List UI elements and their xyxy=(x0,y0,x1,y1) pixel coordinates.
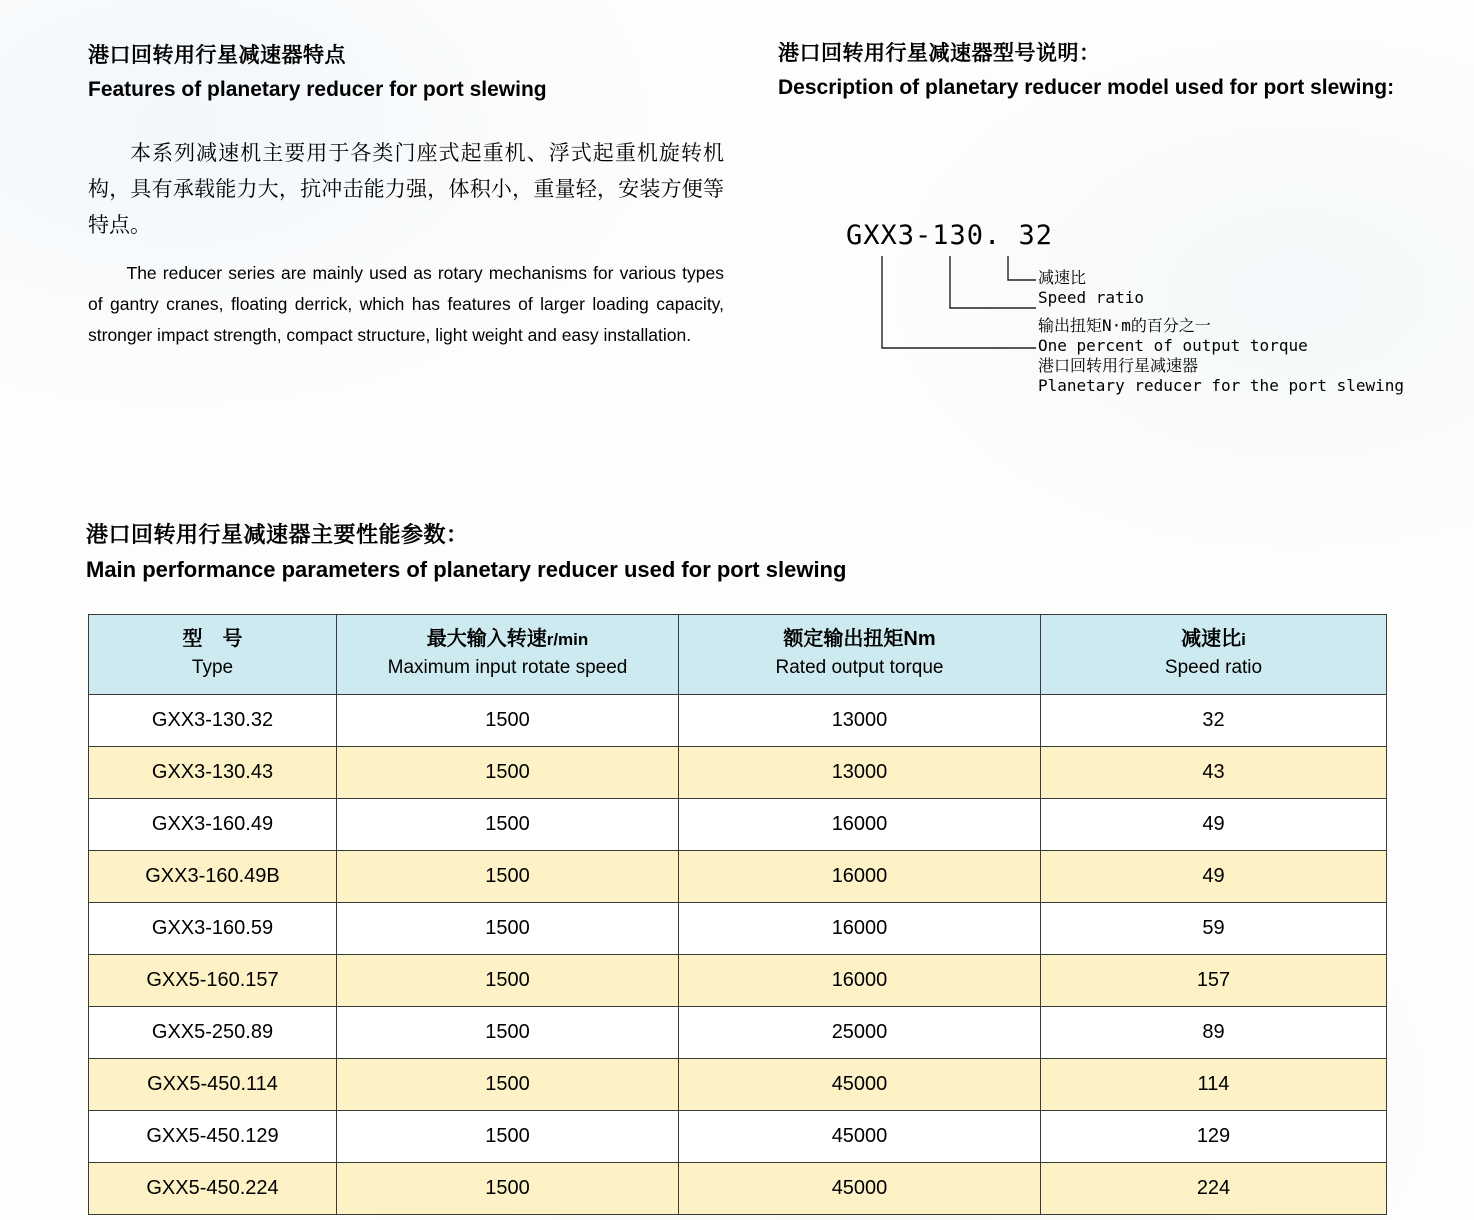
column-header-max-input-speed-en: Maximum input rotate speed xyxy=(387,657,628,678)
cell-speed-ratio: 157 xyxy=(1041,954,1387,1006)
cell-rated-torque: 45000 xyxy=(679,1058,1041,1110)
cell-max-input-speed: 1500 xyxy=(337,1162,679,1214)
table-row xyxy=(89,1058,1387,1110)
column-header-speed-ratio-en: Speed ratio xyxy=(1164,657,1263,678)
column-header-speed-ratio xyxy=(1041,615,1387,695)
column-header-type xyxy=(89,615,337,695)
cell-type: GXX5-450.129 xyxy=(89,1110,337,1162)
parameters-table xyxy=(88,614,1387,1215)
cell-type: GXX5-450.224 xyxy=(89,1162,337,1214)
label-product-name-cn: 港口回转用行星减速器 xyxy=(1038,356,1199,375)
table-row xyxy=(89,694,1387,746)
cell-rated-torque: 45000 xyxy=(679,1162,1041,1214)
table-row xyxy=(89,746,1387,798)
cell-max-input-speed: 1500 xyxy=(337,902,679,954)
cell-type: GXX5-160.157 xyxy=(89,954,337,1006)
cell-speed-ratio: 129 xyxy=(1041,1110,1387,1162)
column-header-max-input-speed xyxy=(337,615,679,695)
cell-speed-ratio: 89 xyxy=(1041,1006,1387,1058)
cell-type: GXX5-250.89 xyxy=(89,1006,337,1058)
cell-type: GXX3-160.49B xyxy=(89,850,337,902)
table-row xyxy=(89,1162,1387,1214)
label-output-torque-cn: 输出扭矩N·m的百分之一 xyxy=(1038,316,1211,335)
cell-speed-ratio: 43 xyxy=(1041,746,1387,798)
cell-max-input-speed: 1500 xyxy=(337,746,679,798)
column-header-max-input-speed-cn: 最大输入转速r/min xyxy=(426,628,589,650)
cell-speed-ratio: 59 xyxy=(1041,902,1387,954)
model-title-en: Description of planetary reducer model used for port slewing: xyxy=(778,75,1395,99)
table-header-row xyxy=(89,615,1387,695)
label-output-torque-en: One percent of output torque xyxy=(1038,336,1308,356)
table-row xyxy=(89,1110,1387,1162)
label-speed-ratio-en: Speed ratio xyxy=(1038,288,1144,308)
cell-rated-torque: 45000 xyxy=(679,1110,1041,1162)
cell-rated-torque: 16000 xyxy=(679,902,1041,954)
params-title-en: Main performance parameters of planetary reducer used for port slewing xyxy=(86,557,847,582)
cell-speed-ratio: 49 xyxy=(1041,850,1387,902)
column-header-rated-torque-cn: 额定输出扭矩Nm xyxy=(783,628,936,650)
model-code-diagram xyxy=(840,208,1440,408)
cell-max-input-speed: 1500 xyxy=(337,694,679,746)
cell-max-input-speed: 1500 xyxy=(337,1006,679,1058)
table-row xyxy=(89,902,1387,954)
cell-rated-torque: 25000 xyxy=(679,1006,1041,1058)
cell-max-input-speed: 1500 xyxy=(337,798,679,850)
table-row xyxy=(89,798,1387,850)
label-output-torque xyxy=(1038,316,1308,357)
cell-max-input-speed: 1500 xyxy=(337,954,679,1006)
table-row xyxy=(89,954,1387,1006)
params-title-cn: 港口回转用行星减速器主要性能参数： xyxy=(86,522,469,547)
table-body xyxy=(89,694,1387,1214)
label-speed-ratio xyxy=(1038,268,1144,309)
params-section-title xyxy=(86,518,1186,585)
model-title-cn: 港口回转用行星减速器型号说明： xyxy=(778,42,1101,65)
label-speed-ratio-cn: 减速比 xyxy=(1038,268,1087,287)
table-row xyxy=(89,1006,1387,1058)
features-body-cn: 本系列减速机主要用于各类门座式起重机、浮式起重机旋转机构，具有承载能力大，抗冲击能力强，体积小，重量轻，安装方便等特点。 xyxy=(88,141,724,238)
features-title-cn: 港口回转用行星减速器特点 xyxy=(88,44,346,67)
cell-rated-torque: 16000 xyxy=(679,798,1041,850)
features-body-en: The reducer series are mainly used as rotary mechanisms for various types of gantry cranes, floating derrick, which has features of larger loading capacity, stronger impact strength, compact structure, light weight and easy installation. xyxy=(88,263,724,346)
cell-rated-torque: 13000 xyxy=(679,746,1041,798)
cell-type: GXX3-130.43 xyxy=(89,746,337,798)
label-product-name-en: Planetary reducer for the port slewing xyxy=(1038,376,1405,396)
model-description-section xyxy=(778,38,1428,102)
column-header-type-cn: 型 号 xyxy=(182,628,243,650)
cell-type: GXX3-160.59 xyxy=(89,902,337,954)
cell-max-input-speed: 1500 xyxy=(337,1058,679,1110)
cell-speed-ratio: 224 xyxy=(1041,1162,1387,1214)
model-code-text: GXX3-130. 32 xyxy=(846,220,1054,251)
features-title-en: Features of planetary reducer for port slewing xyxy=(88,77,547,101)
label-product-name xyxy=(1038,356,1404,397)
cell-max-input-speed: 1500 xyxy=(337,1110,679,1162)
features-section xyxy=(88,40,738,352)
cell-type: GXX5-450.114 xyxy=(89,1058,337,1110)
table-row xyxy=(89,850,1387,902)
column-header-speed-ratio-cn: 减速比i xyxy=(1181,628,1246,650)
cell-speed-ratio: 49 xyxy=(1041,798,1387,850)
cell-rated-torque: 16000 xyxy=(679,954,1041,1006)
cell-type: GXX3-160.49 xyxy=(89,798,337,850)
column-header-rated-torque-en: Rated output torque xyxy=(775,657,944,678)
cell-speed-ratio: 32 xyxy=(1041,694,1387,746)
cell-speed-ratio: 114 xyxy=(1041,1058,1387,1110)
cell-rated-torque: 16000 xyxy=(679,850,1041,902)
cell-rated-torque: 13000 xyxy=(679,694,1041,746)
column-header-type-en: Type xyxy=(191,657,234,678)
cell-max-input-speed: 1500 xyxy=(337,850,679,902)
column-header-rated-torque xyxy=(679,615,1041,695)
cell-type: GXX3-130.32 xyxy=(89,694,337,746)
